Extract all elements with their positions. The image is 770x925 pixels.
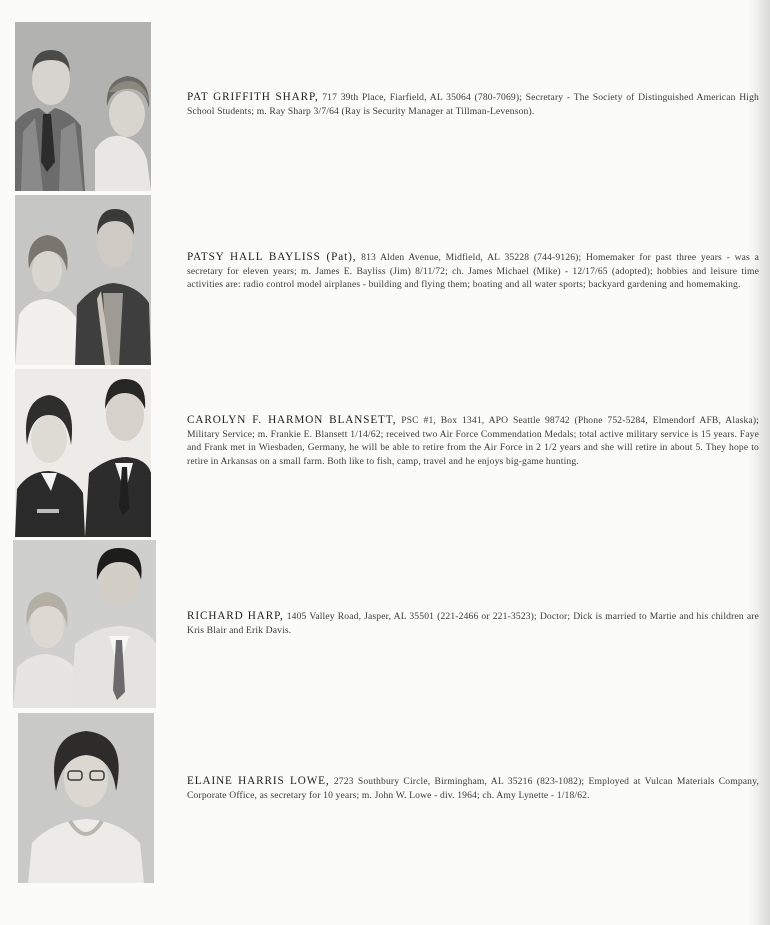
entry-name: PATSY HALL BAYLISS (Pat), <box>187 251 357 263</box>
entry-bayliss <box>187 251 759 292</box>
entry-details: 717 39th Place, Fiarfield, AL 35064 (780-7069); Secretary - The Society of Distinguished American High School Students; m. Ray Sharp 3/7/64 (Ray is Security Manager at Tillman-Levenson). <box>187 92 760 117</box>
entry-name: ELAINE HARRIS LOWE, <box>187 775 330 787</box>
entry-details: 813 Alden Avenue, Midfield, AL 35228 (744-9126); Homemaker for past three years - was a secretary for eleven years; m. James E. Bayliss (Jim) 8/11/72; ch. James Michael (Mike) - 12/17/65 (adopted); hobbies and leisure time activities are: radio control model airplanes - building and flying them; boating and all water sports; backyard gardening and homemaking. <box>187 252 759 291</box>
photo-harp-couple <box>13 540 156 708</box>
entry-details: 2723 Southbury Circle, Birmingham, AL 35216 (823-1082); Employed at Vulcan Materials Company, Corporate Office, as secretary for 10 years; m. John W. Lowe - div. 1964; ch. Amy Lynette - 1/18/62. <box>187 776 759 801</box>
photo-lowe-portrait <box>18 713 154 883</box>
photo-blansett-couple <box>15 369 151 537</box>
entry-name: PAT GRIFFITH SHARP, <box>187 91 319 103</box>
entry-lowe <box>187 775 759 802</box>
entry-sharp <box>187 91 759 118</box>
photo-bayliss-couple <box>15 195 151 365</box>
entry-details: 1405 Valley Road, Jasper, AL 35501 (221-2466 or 221-3523); Doctor; Dick is married to Martie and his children are Kris Blair and Erik Davis. <box>187 611 759 636</box>
entry-details: PSC #1, Box 1341, APO Seattle 98742 (Phone 752-5284, Elmendorf AFB, Alaska); Military Service; m. Frankie E. Blansett 1/14/62; received two Air Force Commendation Medals; total active military service is 15 years. Faye and Frank met in Wiesbaden, Germany, he will be able to retire from the Air Force in 2 1/2 years and she will retire in about 5. They hope to retire in Arkansas on a small farm. Both like to fish, camp, travel and he enjoys big-game hunting. <box>187 415 759 467</box>
entry-name: RICHARD HARP, <box>187 610 284 622</box>
entry-name: CAROLYN F. HARMON BLANSETT, <box>187 414 397 426</box>
photo-sharp-couple <box>15 22 151 191</box>
entry-harp <box>187 610 759 637</box>
entry-blansett <box>187 414 759 468</box>
